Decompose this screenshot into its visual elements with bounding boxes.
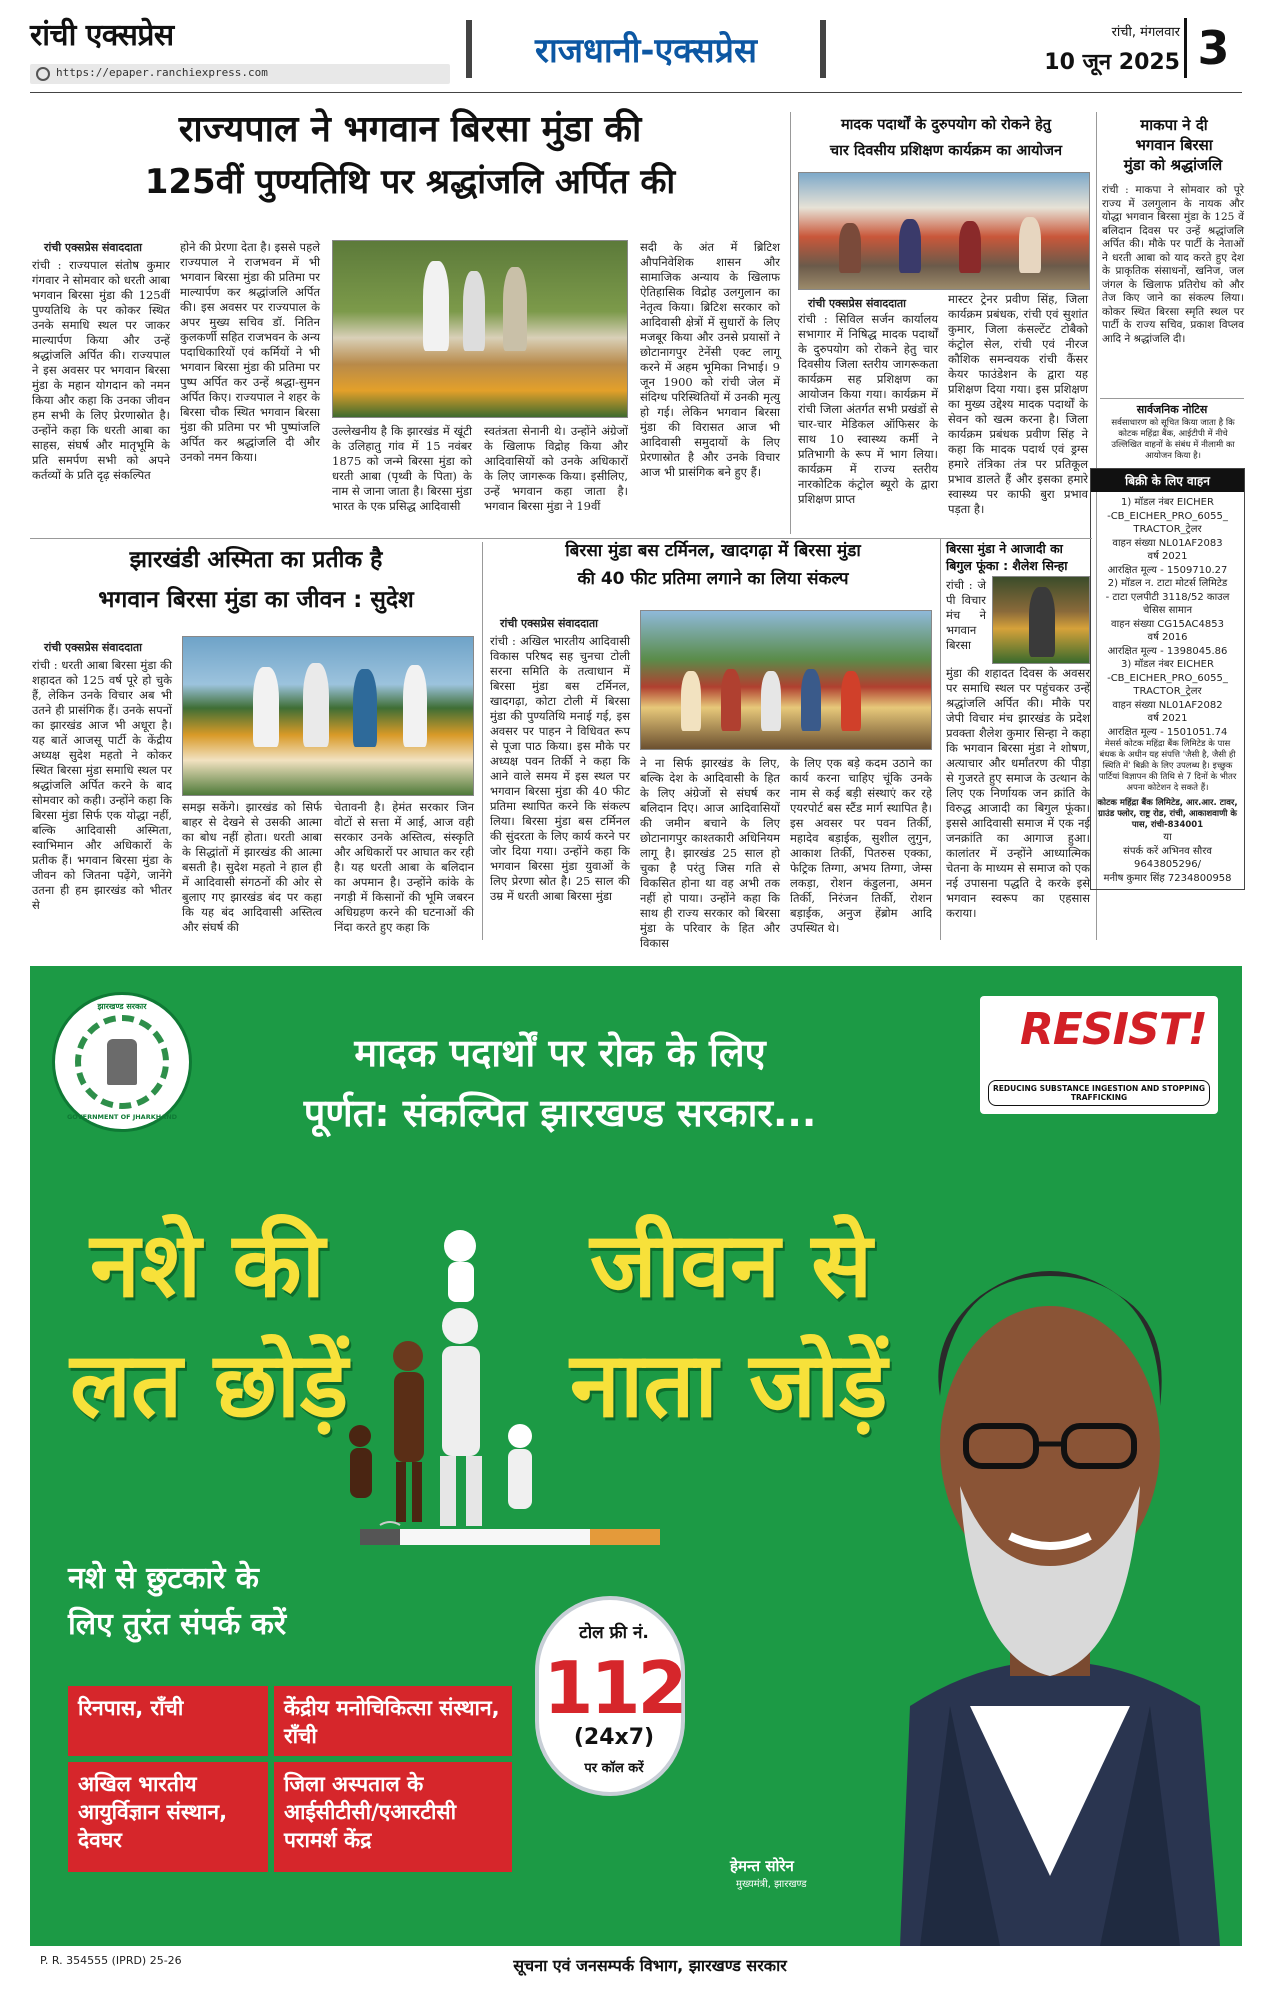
- sale-line: 9643805296/: [1134, 859, 1201, 870]
- dateline: [1040, 22, 1180, 76]
- lead-column-1: रांची : राज्यपाल संतोष कुमार गंगवार ने सोमवार को धरती आबा भगवान बिरसा मुंडा की 125वीं पुण्यतिथि के पर कोकर स्थित उनके समाधि स्थल पर जाकर माल्यार्पण किया और उन्हें श्रद्धांजलि अर्पित की। राज्यपाल ने इस अवसर पर भगवान बिरसा मुंडा के महान योगदान को नमन किया और कहा कि उनका जीवन हम सभी के लिए प्रेरणास्रोत है। उन्होंने कहा कि धरती आबा का साहस, संघर्ष और मातृभूमि के प्रति समर्पण सभी को अपने कर्तव्यों के प्रति दृढ़ संकल्पित: [32, 258, 170, 482]
- sale-line: या: [1163, 832, 1172, 843]
- page-number: 3: [1184, 18, 1240, 78]
- sudesh-byline: रांची एक्सप्रेस संवाददाता: [44, 641, 143, 654]
- tollfree-call: पर कॉल करें: [584, 1761, 644, 1776]
- vehicle-sale-notice: [1090, 468, 1245, 890]
- lead-photo-governor-tribute[interactable]: [332, 240, 628, 418]
- masthead: [0, 0, 1269, 92]
- signatory-role: मुख्यमंत्री, झारखण्ड: [736, 1879, 807, 1890]
- photo-figure: [1019, 217, 1041, 273]
- photo-figure: [721, 669, 741, 731]
- tollfree-number[interactable]: 112: [543, 1646, 685, 1730]
- jvm-body: मुंडा की शहादत दिवस के अवसर पर समाधि स्थल पर पहुंचकर उन्हें श्रद्धांजलि अर्पित की। मौके पर जेपी विचार मंच झारखंड के प्रदेश प्रवक्ता शैलेश कुमार सिन्हा ने कहा कि भगवान बिरसा मुंडा ने शोषण, अत्याचार और धर्मांतरण की पीड़ा से गुजरते हुए समाज के उत्थान के लिए एक निर्णायक जन क्रांति के विरुद्ध आजादी का बिगुल फूंका। इससे आदिवासी समाज में एक नई जनक्रांति का आगाज हुआ। कालांतर में उन्होंने आध्यात्मिक चेतना के माध्यम से समाज को एक नई उपासना पद्धति दे करके इसे भगवान स्वरूप का एहसास कराया।: [946, 666, 1090, 920]
- newspaper-logo[interactable]: [30, 18, 450, 88]
- masthead-divider: [30, 92, 1242, 93]
- photo-figure: [841, 671, 861, 731]
- issue-date: 10 जून 2025: [1044, 50, 1180, 75]
- sale-line: मनीष कुमार सिंह 7234800958: [1103, 872, 1232, 884]
- jvm-headline: बिरसा मुंडा ने आजादी का बिगुल फूंका : शैलेश सिन्हा: [946, 541, 1068, 573]
- resist-word: RESIST!: [1020, 1004, 1207, 1055]
- ad-tagline-line2: पूर्णत: संकल्पित झारखण्ड सरकार...: [303, 1091, 817, 1135]
- department-credit: सूचना एवं जनसम्पर्क विभाग, झारखण्ड सरकार: [513, 1956, 787, 1975]
- sale-line: 3) मॉडल नंबर EICHER: [1121, 659, 1214, 670]
- bus-terminal-photo[interactable]: [640, 610, 932, 750]
- sudesh-headline-line1: झारखंडी अस्मिता का प्रतीक है: [129, 547, 383, 573]
- notice-divider: [1100, 398, 1244, 399]
- photo-figure: [959, 221, 981, 273]
- slogan-right-line2: नाता जोड़ें: [570, 1333, 888, 1438]
- tollfree-hours: (24x7): [573, 1725, 655, 1750]
- tollfree-label: टोल फ्री नं.: [579, 1623, 649, 1643]
- contact-heading-line1: नशे से छुटकारे के: [68, 1561, 259, 1596]
- drug-byline: रांची एक्सप्रेस संवाददाता: [808, 297, 907, 310]
- anti-drug-advertisement[interactable]: [30, 966, 1242, 1946]
- photo-figure: [801, 669, 821, 731]
- sale-line: - टाटा एलपीटी 3118/52 काउल: [1105, 591, 1230, 603]
- lead-column-2: होने की प्रेरणा देता है। इससे पहले राज्यपाल ने राजभवन में भी भगवान बिरसा मुंडा की प्रतिमा पर माल्यार्पण कर श्रद्धांजलि अर्पित की। इस अवसर पर राज्यपाल के अपर मुख्य सचिव डॉ. नितिन कुलकर्णी सहित राजभवन के अन्य पदाधिकारियों एवं कर्मियों ने भी भगवान बिरसा मुंडा की प्रतिमा पर पुष्प अर्पित कर उन्हें श्रद्धा-सुमन अर्पित किए। राज्यपाल ने शहर के बिरसा चौक स्थित भगवान बिरसा मुंडा की प्रतिमा पर भी पुष्पांजलि अर्पित कर श्रद्धांजलि दी और उनको नमन किया।: [180, 240, 320, 464]
- family-illustration-icon: [330, 1206, 560, 1536]
- sale-line: वर्ष 2021: [1147, 551, 1188, 562]
- logo-text: रांची एक्सप्रेस: [30, 18, 174, 53]
- sudesh-column-3: चेतावनी है। हेमंत सरकार जिन वोटों से सत्ता में आई, आज वही सरकार उनके अस्तित्व, संस्कृति और अधिकारों पर आघात कर रही है। यह धरती आबा के बलिदान का अपमान है। उन्होंने कांके के नगड़ी में किसानों की भूमि जबरन अधिग्रहण करने की घटनाओं की निंदा करते हुए कहा कि: [334, 800, 474, 934]
- lead-headline-line1: राज्यपाल ने भगवान बिरसा मुंडा की: [178, 109, 642, 150]
- sale-line: TRACTOR_ट्रेलर: [1133, 686, 1202, 697]
- drug-column-1: रांची : सिविल सर्जन कार्यालय सभागार में निषिद्ध मादक पदार्थों के दुरुपयोग को रोकने हेतु चार दिवसीय जिला स्तरीय जागरूकता कार्यक्रम सह प्रशिक्षण का आयोजन किया गया। कार्यक्रम में रांची जिला अंतर्गत सभी प्रखंडों से चार-चार मेडिकल ऑफिसर के साथ 10 स्वास्थ्य कर्मी ने प्रतिभागी के रूप में भाग लिया। कार्यक्रम में राज्य स्तरीय नारकोटिक कंट्रोल ब्यूरो के द्वारा प्रशिक्षण प्राप्त: [798, 312, 938, 506]
- column-divider: [482, 542, 483, 940]
- sale-line: वर्ष 2016: [1147, 632, 1188, 643]
- public-notice-title: सार्वजनिक नोटिस: [1136, 403, 1208, 416]
- sale-body: [1091, 492, 1244, 889]
- photo-figure: [899, 219, 921, 273]
- drug-headline-line2: चार दिवसीय प्रशिक्षण कार्यक्रम का आयोजन: [829, 143, 1063, 159]
- sale-line: वाहन संख्या CG15AC4853: [1111, 618, 1224, 630]
- sale-line: TRACTOR_ट्रेलर: [1133, 524, 1202, 535]
- section-title: राजधानी-एक्सप्रेस: [535, 31, 757, 71]
- contact-heading-line2: लिए तुरंत संपर्क करें: [68, 1607, 287, 1642]
- column-divider: [790, 112, 791, 534]
- sale-line: चेसिस सामान: [1142, 605, 1193, 616]
- center-district-hospital[interactable]: जिला अस्पताल के आईसीटीसी/एआरटीसी परामर्श केंद्र: [274, 1762, 512, 1872]
- sudesh-tribute-photo[interactable]: [182, 636, 474, 796]
- sale-line: आरक्षित मूल्य - 1501051.74: [1107, 726, 1228, 738]
- sudesh-column-2: समझ सकेंगे। झारखंड को सिर्फ बाहर से देखने से उसकी आत्मा का बोध नहीं होता। धरती आबा के सिद्धांतों में झारखंड की आत्मा बसती है। सुदेश महतो ने हाल ही में आदिवासी संगठनों की ओर से बुलाए गए झारखंड बंद पर कहा कि यह बंद आदिवासी अस्तित्व और संघर्ष की: [182, 800, 322, 934]
- lead-headline-line2: 125वीं पुण्यतिथि पर श्रद्धांजलि अर्पित की: [144, 162, 676, 202]
- photo-figure: [1029, 587, 1055, 657]
- lead-column-5: सदी के अंत में ब्रिटिश औपनिवेशिक शासन और सामाजिक अन्याय के खिलाफ ऐतिहासिक विद्रोह उलगुलान का नेतृत्व किया। ब्रिटिश सरकार को आदिवासी क्षेत्रों में सुधारों के लिए मजबूर किया और उनसे प्रयासों ने छोटानागपुर टेनेंसी एक्ट लागू करने में अहम भूमिका निभाई। 9 जून 1900 को रांची जेल में संदिग्ध परिस्थितियों में उनकी मृत्यु हो गई। लेकिन भगवान बिरसा मुंडा की विरासत आज भी आदिवासी समुदायों के लिए प्रेरणास्रोत है और उनके विचार आज भी प्रासंगिक बने हुए हैं।: [640, 240, 780, 479]
- public-notice-body: सर्वसाधारण को सूचित किया जाता है कि कोटक महिंद्रा बैंक, आईटीपी में नीचे उल्लिखित वाहनों के संबंध में नीलामी का आयोजन किया है।: [1111, 418, 1235, 461]
- sale-line: कोटक महिंद्रा बैंक लिमिटेड, आर.आर. टावर, ग्राउंड फ्लोर, राष्ट्र रोड, रांची, आकाशवाणी के पास, रांची-834001: [1097, 798, 1238, 830]
- bus-headline-line2: की 40 फीट प्रतिमा लगाने का लिया संकल्प: [577, 569, 849, 589]
- photo-figure: [503, 267, 527, 351]
- bus-byline: रांची एक्सप्रेस संवाददाता: [500, 617, 599, 630]
- sudesh-headline-line2: भगवान बिरसा मुंडा का जीवन : सुदेश: [98, 587, 414, 613]
- sale-line: 2) मॉडल न. टाटा मोटर्स लिमिटेड: [1107, 578, 1228, 589]
- sale-line: वर्ष 2021: [1147, 713, 1188, 724]
- lead-column-3: उल्लेखनीय है कि झारखंड में खूंटी के उलिहातु गांव में 15 नवंबर 1875 को जन्मे बिरसा मुंडा को धरती आबा (पृथ्वी के पिता) के नाम से जाना जाता है। बिरसा मुंडा भारत के एक प्रसिद्ध आदिवासी: [332, 424, 472, 513]
- bus-column-1: रांची : अखिल भारतीय आदिवासी विकास परिषद सह चुनचा टोली सरना समिति के तत्वाधान में बिरसा मुंडा बस टर्मिनल, खादगढ़ा, कोटा टोली में बिरसा मुंडा की पुण्यतिथि मनाई गई, इस अवसर पर पाहन ने विधिवत रूप से पूजा पाठ किया। इस मौके पर अध्यक्ष पवन तिर्की ने कहा कि आने वाले समय में इस स्थल पर भगवान बिरसा मुंडा की 40 फीट प्रतिमा स्थापित करने कि संकल्प लिया। बिरसा मुंडा बस टर्मिनल की सुंदरता के लिए कार्य करने पर जोर दिया गया। उन्होंने कहा कि भगवान बिरसा मुंडा युवाओं के लिए प्रेरणा स्रोत है। 25 साल की उम्र में धरती आबा बिरसा मुंडा: [490, 634, 630, 903]
- chief-minister-portrait: [860, 1236, 1242, 1946]
- photo-figure: [761, 671, 781, 731]
- city-day: रांची, मंगलवार: [1111, 25, 1180, 40]
- jvm-body-top: रांची : जे पी विचार मंच ने भगवान बिरसा: [946, 578, 986, 652]
- photo-figure: [253, 667, 279, 747]
- photo-figure: [423, 261, 449, 351]
- sale-line: -CB_EICHER_PRO_6055_: [1107, 672, 1228, 684]
- lion-capital-icon: [107, 1039, 137, 1085]
- contact-heading: [68, 1556, 286, 1648]
- drug-training-photo[interactable]: [798, 172, 1090, 290]
- sale-line: -CB_EICHER_PRO_6055_: [1107, 510, 1228, 522]
- epaper-url[interactable]: https://epaper.ranchiexpress.com: [56, 66, 268, 79]
- tollfree-badge[interactable]: [535, 1596, 685, 1796]
- photo-figure: [353, 669, 377, 747]
- slogan-left-line2: लत छोड़ें: [70, 1333, 349, 1438]
- sale-line: आरक्षित मूल्य - 1509710.27: [1107, 564, 1228, 576]
- sale-line: वाहन संख्या NL01AF2083: [1112, 537, 1223, 549]
- cpm-body: रांची : माकपा ने सोमवार को पूरे राज्य में उलगुलान के नायक और योद्धा भगवान बिरसा मुंडा के 125 वें बलिदान दिवस पर उन्हें श्रद्धांजलि अर्पित की। मौके पर पार्टी के नेताओं ने धरती आबा को याद करते हुए देश के प्राकृतिक संसाधनों, खनिज, जल जंगल के खिलाफ प्रतिरोध को और तेज किए जाने का संकल्प लिया। कोकर स्थित बिरसा स्मृति स्थल पर पार्टी के राज्य सचिव, प्रकाश विप्लव आदि ने श्रद्धांजलि दी।: [1102, 184, 1244, 345]
- broken-cigarette-icon: [360, 1521, 670, 1551]
- signatory-name: हेमन्त सोरेन: [730, 1857, 794, 1875]
- sale-line: वाहन संख्या NL01AF2082: [1112, 699, 1223, 711]
- center-cip[interactable]: केंद्रीय मनोचिकित्सा संस्थान, राँची: [274, 1686, 512, 1756]
- lead-byline: रांची एक्सप्रेस संवाददाता: [44, 241, 143, 254]
- cpm-headline-line2: भगवान बिरसा: [1135, 136, 1213, 154]
- jvm-statue-photo[interactable]: [992, 576, 1090, 664]
- slogan-left-line1: नशे की: [90, 1213, 325, 1318]
- photo-figure: [463, 271, 485, 351]
- center-rinpas[interactable]: रिनपास, राँची: [68, 1686, 268, 1756]
- bus-column-3: के लिए एक बड़े कदम उठाने का कार्य करना चाहिए चूंकि उनके नाम से कई बड़ी संस्थाएं कर रहे एयरपोर्ट बस स्टैंड मार्ग स्थापित है। इस अवसर पर पवन तिर्की, महादेव बड़ाईक, सुशील लुगुन, आकाश तिर्की, पितरुस एक्का, फेट्रिक तिग्गा, अभय तिग्गा, जेम्स लकड़ा, रोशन कंडुलना, अमन तिर्की, निरंजन तिर्की, रोशन बड़ाईक, अनुज हेंब्रोम आदि उपस्थित थे।: [790, 756, 932, 935]
- resist-tagline: REDUCING SUBSTANCE INGESTION AND STOPPING TRAFFICKING: [988, 1080, 1210, 1106]
- bus-column-2: ने ना सिर्फ झारखंड के लिए, बल्कि देश के आदिवासी के हित के लिए अंग्रेजों से संघर्ष कर बलिदान दिए। आज आदिवासियों की जमीन बचाने के लिए छोटानागपुर काश्तकारी अधिनियम लागू है। झारखंड 25 साल हो चुका है परंतु जिस गति से विकसित होना था वह अभी तक नहीं हो पाया। उन्होंने कहा कि साथ ही राज्य सरकार को बिरसा मुंडा के परिवार के हित और विकास: [640, 756, 780, 950]
- jharkhand-emblem: [52, 992, 192, 1132]
- cpm-headline-line1: माकपा ने दी: [1140, 116, 1208, 134]
- sale-line: मेसर्स कोटक महिंद्रा बैंक लिमिटेड के पास बंधक के अधीन यह संपत्ति 'जैसी है, जैसी ही स्थिति में' बिक्री के लिए उपलब्ध है। इच्छुक पार्टियां विज्ञापन की तिथि से 7 दिनों के भीतर अपना कोटेशन दे सकते हैं।: [1098, 739, 1237, 793]
- sale-title: बिक्री के लिए वाहन: [1091, 469, 1244, 492]
- photo-figure: [403, 665, 427, 747]
- resist-logo: [980, 996, 1218, 1114]
- photo-figure: [681, 671, 701, 731]
- photo-figure: [839, 223, 861, 273]
- column-divider: [940, 538, 941, 940]
- cpm-headline-line3: मुंडा को श्रद्धांजलि: [1123, 156, 1223, 174]
- emblem-text-bottom: GOVERNMENT OF JHARKHAND: [66, 1113, 178, 1121]
- sudesh-column-1: रांची : धरती आबा बिरसा मुंडा की शहादत को 125 वर्ष पूरे हो चुके हैं, लेकिन उनके विचार अब भी उतने ही प्रासंगिक हैं। उनके सपनों का झारखंड आज भी अधूरा है। यह बातें आजसू पार्टी के केंद्रीय अध्यक्ष सुदेश महतो ने कोकर स्थित बिरसा मुंडा समाधि स्थल पर श्रद्धांजलि अर्पित करने के बाद सोमवार को कही। उन्होंने कहा कि बिरसा मुंडा सिर्फ एक योद्धा नहीं, बल्कि आदिवासी अस्मिता, स्वाभिमान और अधिकारों के प्रतीक हैं। भगवान बिरसा मुंडा के जीवन को जितना पढ़ेंगे, जानेंगे उतना ही हम झारखंड को भीतर से: [32, 658, 172, 912]
- sale-line: संपर्क करें अभिनव सौरव: [1123, 845, 1212, 857]
- lead-column-4: स्वतंत्रता सेनानी थे। उन्होंने अंग्रेजों के खिलाफ विद्रोह किया और आदिवासियों को उनके अधिकारों के लिए जागरूक किया। इसीलिए, उन्हें भगवान कहा जाता है। भगवान बिरसा मुंडा ने 19वीं: [484, 424, 628, 513]
- bus-headline-line1: बिरसा मुंडा बस टर्मिनल, खादगढ़ा में बिरसा मुंडा: [565, 541, 861, 561]
- drug-headline-line1: मादक पदार्थों के दुरुपयोग को रोकने हेतु: [840, 117, 1052, 133]
- drug-column-2: मास्टर ट्रेनर प्रवीण सिंह, जिला कार्यक्रम प्रबंधक, रांची एवं सुशांत कुमार, जिला कंसल्टेंट टोबैको कंट्रोल सेल, रांची एवं नीरज कौशिक समन्वयक रांची कैंसर केयर फाउंडेशन के द्वारा यह प्रशिक्षण दिया गया। इस प्रशिक्षण का मुख्य उद्देश्य मादक पदार्थों के सेवन को खत्म करना है। जिला कार्यक्रम प्रबंधक प्रवीण सिंह ने कहा कि मादक पदार्थ एवं ड्रग्स हमारे तंत्रिका तंत्र पर प्रतिकूल प्रभाव डालते हैं और इसका हमारे स्वास्थ्य पर काफी बुरा प्रभाव पड़ता है।: [948, 292, 1088, 516]
- photo-figure: [303, 663, 329, 747]
- emblem-text: झारखण्ड सरकार: [97, 1002, 147, 1011]
- pr-number: P. R. 354555 (IPRD) 25-26: [40, 1954, 182, 1967]
- sale-line: आरक्षित मूल्य - 1398045.86: [1107, 645, 1228, 657]
- section-banner: [466, 20, 826, 78]
- ad-tagline-line1: मादक पदार्थों पर रोक के लिए: [354, 1031, 766, 1075]
- globe-icon: [36, 67, 50, 81]
- sale-line: 1) मॉडल नंबर EICHER: [1121, 497, 1214, 508]
- url-bar[interactable]: [30, 64, 450, 84]
- center-aiims-deoghar[interactable]: अखिल भारतीय आयुर्विज्ञान संस्थान, देवघर: [68, 1762, 268, 1872]
- slogan-right-line1: जीवन से: [590, 1213, 873, 1318]
